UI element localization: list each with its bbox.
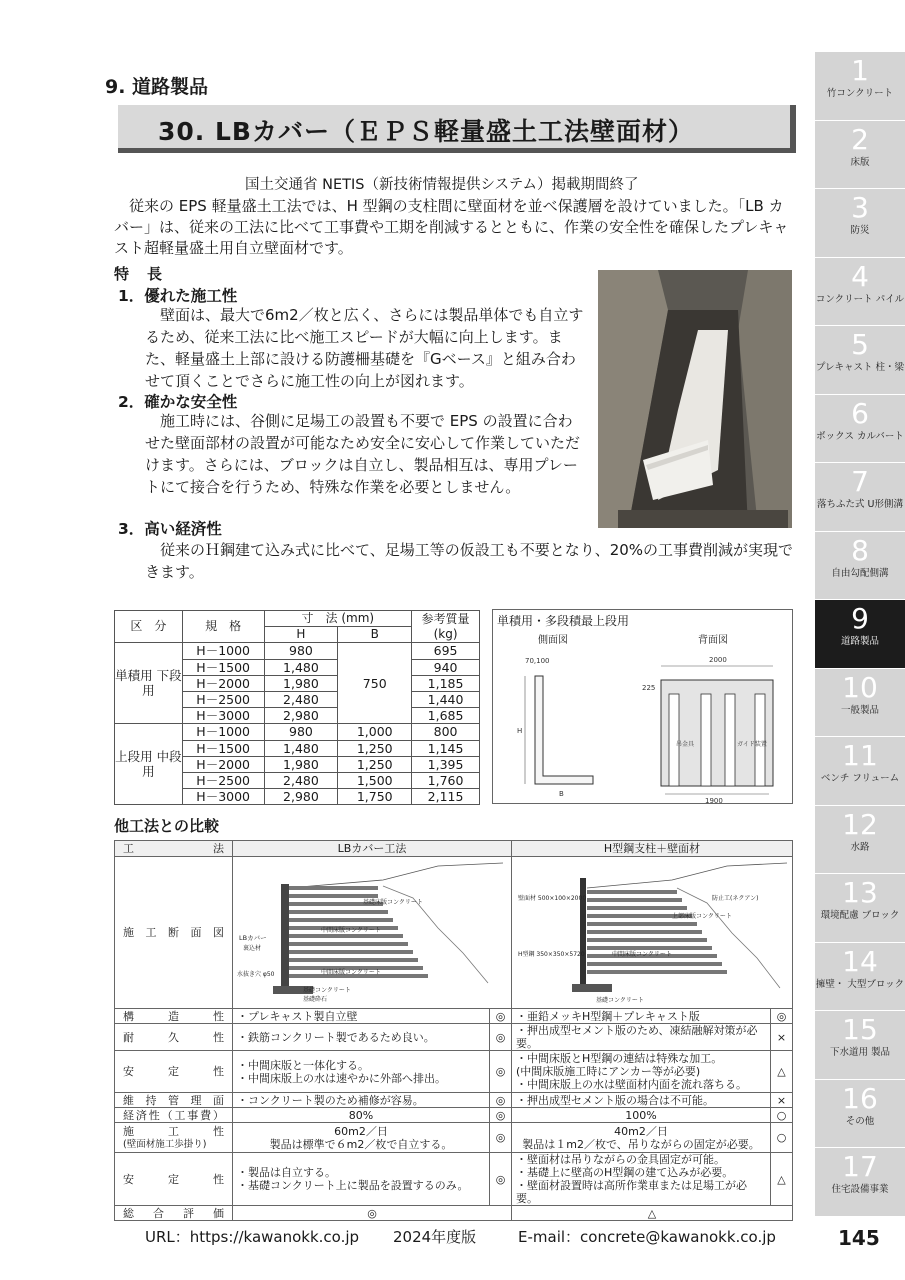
spec-cell: 1,250 <box>338 740 412 756</box>
footer-url[interactable]: URL：https://kawanokk.co.jp <box>145 1228 360 1246</box>
spec-cell: 750 <box>338 643 412 724</box>
lb-section-drawing <box>233 857 512 1009</box>
spec-cell: 1,000 <box>338 724 412 740</box>
h-total: △ <box>512 1206 793 1221</box>
spec-header-mass: 参考質量 (kg) <box>412 611 480 643</box>
cell-line: ・壁面材設置時は高所作業車または足場工が必要。 <box>516 1179 747 1205</box>
compare-label: 耐久性 <box>115 1024 233 1051</box>
h-cell <box>512 1123 771 1153</box>
spec-group-name: 上段用 中段用 <box>115 724 183 805</box>
spec-cell: 1,145 <box>412 740 480 756</box>
lb-total: ◎ <box>233 1206 512 1221</box>
cell-line: ・中間床版と一体化する。 <box>237 1058 369 1072</box>
h-symbol: ○ <box>771 1108 793 1123</box>
tab-number: 11 <box>842 739 878 772</box>
spec-cell: 1,185 <box>412 675 480 691</box>
spec-header-sunpo: 寸 法 (mm) <box>264 611 412 627</box>
spec-cell: 2,980 <box>264 708 338 724</box>
tab-3[interactable] <box>815 189 905 258</box>
spec-cell: 1,685 <box>412 708 480 724</box>
tab-label: ボックス カルバート <box>816 430 904 442</box>
lb-symbol: ◎ <box>490 1051 512 1093</box>
feature-2-heading: 2．確かな安全性 <box>118 393 238 411</box>
tab-number: 1 <box>851 54 869 87</box>
spec-group-name: 単積用 下段用 <box>115 643 183 724</box>
table-row <box>115 643 480 659</box>
spec-cell: 980 <box>264 643 338 659</box>
compare-label: 安定性 <box>115 1051 233 1093</box>
cell-line: ・基礎コンクリート上に製品を設置するのみ。 <box>237 1179 469 1192</box>
h-section-drawing <box>512 857 793 1009</box>
feature-2-body: 施工時には、谷側に足場工の設置も不要で EPS の設置に合わせた壁面部材の設置が可能なため安全に安心して作業していただけます。さらには、ブロックは自立し、製品相互は、専用プレートにて接合を行うため、特殊な作業を必要としません。 <box>145 412 581 496</box>
tab-label: プレキャスト 柱・梁 <box>815 362 905 373</box>
spec-cell: H－1000 <box>182 643 264 659</box>
tab-label: 床版 <box>850 156 870 168</box>
tab-13[interactable] <box>815 874 905 943</box>
feature-3-heading: 3．高い経済性 <box>118 520 222 538</box>
section-heading: 9. 道路製品 <box>105 76 209 98</box>
h-cell: ・押出成型セメント版の場合は不可能。 <box>512 1093 771 1108</box>
lb-cell <box>233 1153 490 1206</box>
lb-cell <box>233 1123 490 1153</box>
tab-label: 下水道用 製品 <box>829 1047 891 1058</box>
compare-table <box>114 840 793 1221</box>
construction-photo <box>598 270 792 528</box>
drawing-dim: H <box>517 727 523 735</box>
section-label: 防止工(ネクアン) <box>712 894 759 902</box>
label-main: 施工性 <box>123 1124 224 1138</box>
h-symbol: × <box>771 1024 793 1051</box>
lb-symbol: ◎ <box>490 1024 512 1051</box>
compare-label: 経済性（工事費） <box>115 1108 233 1123</box>
spec-cell: 695 <box>412 643 480 659</box>
tab-15[interactable] <box>815 1011 905 1080</box>
spec-cell: H－1000 <box>182 724 264 740</box>
tab-1[interactable] <box>815 52 905 121</box>
cell-line: 40m2／日 <box>614 1124 668 1138</box>
tab-number: 6 <box>851 396 869 430</box>
table-row <box>115 1108 793 1123</box>
table-row <box>115 1024 793 1051</box>
cell-line: 製品は１m2／枚で、吊りながらの固定が必要。 <box>522 1137 760 1151</box>
tab-label: その他 <box>845 1115 875 1127</box>
compare-label <box>115 1123 233 1153</box>
section-label: 水抜き穴 φ50 <box>237 970 275 978</box>
tab-number: 10 <box>842 670 878 704</box>
lb-symbol: ◎ <box>490 1123 512 1153</box>
tab-label: ベンチ フリューム <box>820 773 900 784</box>
spec-cell: H－3000 <box>182 789 264 805</box>
drawing-title: 単積用・多段積最上段用 <box>497 614 630 628</box>
tab-number: 9 <box>851 602 869 635</box>
h-cell: ・押出成型セメント版のため、凍結融解対策が必要。 <box>512 1024 771 1051</box>
compare-label: 維持管理面 <box>115 1093 233 1108</box>
page-title: 30. LBカバー（ＥＰＳ軽量盛土工法壁面材） <box>158 117 694 146</box>
cell-line: 60m2／日 <box>334 1124 388 1138</box>
spec-cell: 1,980 <box>264 756 338 772</box>
table-row <box>115 841 793 857</box>
feature-3-body: 従来のＨ鋼建て込み式に比べて、足場工等の仮設工も不要となり、20%の工事費削減が実現できます。 <box>145 541 794 581</box>
tab-label: 竹コンクリート <box>826 88 894 99</box>
spec-header-kikaku: 規 格 <box>182 611 264 643</box>
drawing-dim: 1900 <box>705 797 723 803</box>
table-row <box>115 1051 793 1093</box>
tab-8[interactable] <box>815 532 905 601</box>
h-symbol: ◎ <box>771 1009 793 1024</box>
compare-header-lb: LBカバー工法 <box>233 841 512 857</box>
compare-label: 安定性 <box>115 1153 233 1206</box>
spec-cell: 1,395 <box>412 756 480 772</box>
h-symbol: ○ <box>771 1123 793 1153</box>
drawing-back-label: 背面図 <box>698 635 728 646</box>
tab-12[interactable] <box>815 806 905 875</box>
spec-cell: 2,115 <box>412 789 480 805</box>
table-row <box>115 724 480 740</box>
lb-symbol: ◎ <box>490 1009 512 1024</box>
footer-email[interactable]: E-mail：concrete@kawanokk.co.jp <box>518 1228 776 1246</box>
lb-cell <box>233 1051 490 1093</box>
section-label: 上部床版コンクリート <box>672 912 732 920</box>
spec-cell: H－3000 <box>182 708 264 724</box>
section-label: 基礎床版コンクリート <box>363 898 423 906</box>
section-label: 中間床版コンクリート <box>321 968 381 976</box>
cell-line: ・中間床版上の水は壁面材内面を流れ落ちる。 <box>516 1078 747 1091</box>
h-symbol: △ <box>771 1051 793 1093</box>
lb-symbol: ◎ <box>490 1153 512 1206</box>
tab-number: 17 <box>842 1150 878 1183</box>
h-cell <box>512 1051 771 1093</box>
tab-16[interactable] <box>815 1080 905 1149</box>
compare-label: 構造性 <box>115 1009 233 1024</box>
compare-label: 施工断面図 <box>115 857 233 1009</box>
cell-line: ・製品は自立する。 <box>237 1166 336 1179</box>
cell-line: ・中間床版とH型鋼の連結は特殊な加工。 <box>516 1052 723 1065</box>
tab-number: 13 <box>842 876 878 909</box>
table-row <box>115 1093 793 1108</box>
spec-cell: H－2500 <box>182 691 264 707</box>
table-row <box>115 857 793 1009</box>
spec-cell: 1,480 <box>264 659 338 675</box>
spec-header-b: B <box>338 627 412 643</box>
tab-number: 8 <box>851 533 869 567</box>
spec-cell: 1,440 <box>412 691 480 707</box>
spec-cell: H－1500 <box>182 740 264 756</box>
tab-number: 5 <box>851 328 869 361</box>
drawing-dim: 70,100 <box>525 657 550 665</box>
spec-header-kubun: 区 分 <box>115 611 183 643</box>
tab-number: 7 <box>851 465 869 498</box>
compare-title: 他工法との比較 <box>114 817 220 835</box>
h-symbol: × <box>771 1093 793 1108</box>
tab-number: 16 <box>842 1081 878 1115</box>
compare-header-method: 工 法 <box>115 841 233 857</box>
spec-cell: 2,480 <box>264 772 338 788</box>
drawing-dim: B <box>559 790 564 798</box>
spec-cell: 1,980 <box>264 675 338 691</box>
spec-cell: 1,480 <box>264 740 338 756</box>
tab-label: 環境配慮 ブロック <box>820 910 900 921</box>
tab-5[interactable] <box>815 326 905 395</box>
drawing-dim: 225 <box>642 684 656 692</box>
cell-line: ・基礎上に壁高のH型鋼の建て込みが必要。 <box>516 1166 734 1179</box>
lb-symbol: ◎ <box>490 1093 512 1108</box>
feature-1-body: 壁面は、最大で6m2／枚と広く、さらには製品単体でも自立するため、従来工法に比べ施工スピードが大幅に向上します。また、軽量盛土上部に設ける防護柵基礎を『Gベース』と組み合わせて頂くことでさらに施工性の向上が図れます。 <box>145 306 584 390</box>
product-drawing <box>492 609 793 804</box>
spec-cell: 2,480 <box>264 691 338 707</box>
tab-6[interactable] <box>815 395 905 464</box>
tab-label: 擁壁・ 大型ブロック <box>815 978 905 990</box>
feature-1-heading: 1．優れた施工性 <box>118 287 238 305</box>
tab-label: 住宅設備事業 <box>831 1184 889 1195</box>
section-label: 中間床版コンクリート <box>321 926 381 934</box>
spec-cell: 2,980 <box>264 789 338 805</box>
tab-14[interactable] <box>815 943 905 1012</box>
category-tabs <box>815 52 905 1217</box>
table-row <box>115 1123 793 1153</box>
intro-text: 従来の EPS 軽量盛土工法では、H 型鋼の支柱間に壁面材を並べ保護層を設けていました。「LB カバー」は、従来の工法に比べて工事費や工期を削減するとともに、作業の安全性を確保したプレキャスト超軽量盛土用自立壁面材です。 <box>114 197 789 257</box>
drawing-side-label: 側面図 <box>538 635 568 646</box>
tab-2[interactable] <box>815 121 905 190</box>
table-row <box>115 1206 793 1221</box>
tab-7[interactable] <box>815 463 905 532</box>
tab-17[interactable] <box>815 1148 905 1217</box>
page-number: 145 <box>838 1226 880 1250</box>
spec-cell: 1,250 <box>338 756 412 772</box>
spec-cell: 1,760 <box>412 772 480 788</box>
spec-cell: H－1500 <box>182 659 264 675</box>
cell-line: ・壁面材は吊りながらの金具固定が可能。 <box>516 1153 725 1166</box>
tab-number: 15 <box>842 1013 878 1046</box>
h-cell <box>512 1153 771 1206</box>
tab-10[interactable] <box>815 669 905 738</box>
section-label: H型鋼 350×350×5720 <box>518 950 585 958</box>
section-label: LBカバー <box>239 933 267 942</box>
tab-label: 一般製品 <box>840 704 879 716</box>
features-heading: 特長 <box>114 265 181 283</box>
tab-number: 3 <box>851 191 869 224</box>
lb-cell: ・プレキャスト製自立壁 <box>233 1009 490 1024</box>
table-row <box>115 1009 793 1024</box>
tab-label: 落ちふた式 U形側溝 <box>817 499 903 510</box>
tab-label: コンクリート パイル <box>815 293 905 305</box>
drawing-dim: 2000 <box>709 656 727 664</box>
spec-header-h: H <box>264 627 338 643</box>
section-label: 基礎コンクリート <box>596 996 644 1004</box>
tab-label: 防災 <box>850 225 870 236</box>
lb-cell: ・鉄筋コンクリート製であるため良い。 <box>233 1024 490 1051</box>
tab-11[interactable] <box>815 737 905 806</box>
section-label: 基礎コンクリート <box>303 986 351 994</box>
tab-label: 水路 <box>850 841 870 853</box>
drawing-label: ガイド装置 <box>737 741 767 748</box>
cell-line: (中間床版施工時にアンカー等が必要) <box>516 1065 701 1078</box>
compare-label: 総合評価 <box>115 1206 233 1221</box>
netis-note: 国土交通省 NETIS（新技術情報提供システム）掲載期間終了 <box>245 177 639 193</box>
spec-cell: 980 <box>264 724 338 740</box>
tab-number: 2 <box>851 122 869 156</box>
section-label: 壁面材 500×100×2000 <box>518 894 587 902</box>
lb-cell: 80% <box>233 1108 490 1123</box>
spec-cell: 940 <box>412 659 480 675</box>
tab-label: 道路製品 <box>840 636 879 647</box>
h-cell: 100% <box>512 1108 771 1123</box>
spec-cell: H－2500 <box>182 772 264 788</box>
compare-header-h: H型鋼支柱＋壁面材 <box>512 841 793 857</box>
tab-number: 12 <box>842 807 878 841</box>
h-cell: ・亜鉛メッキH型鋼＋プレキャスト版 <box>512 1009 771 1024</box>
cell-line: 製品は標準で６m2／枚で自立する。 <box>269 1137 453 1151</box>
table-row <box>115 1153 793 1206</box>
section-label: 中間床版コンクリート <box>612 950 672 958</box>
page-title-box <box>118 105 796 153</box>
tab-4[interactable] <box>815 258 905 327</box>
drawing-label: 吊金具 <box>676 741 695 748</box>
section-label: 基礎砕石 <box>303 995 328 1003</box>
spec-cell: 1,750 <box>338 789 412 805</box>
spec-cell: H－2000 <box>182 756 264 772</box>
cell-line: ・中間床版上の水は速やかに外部へ排出。 <box>237 1071 446 1085</box>
lb-cell: ・コンクリート製のため補修が容易。 <box>233 1093 490 1108</box>
tab-number: 4 <box>851 259 869 293</box>
lb-symbol: ◎ <box>490 1108 512 1123</box>
tab-label: 自由勾配側溝 <box>831 567 889 579</box>
footer-year: 2024年度版 <box>393 1228 477 1246</box>
label-sub: (壁面材施工歩掛り) <box>123 1138 207 1150</box>
h-symbol: △ <box>771 1153 793 1206</box>
spec-cell: 1,500 <box>338 772 412 788</box>
section-label: 裏込材 <box>243 944 262 952</box>
tab-number: 14 <box>842 944 878 978</box>
tab-9[interactable] <box>815 600 905 669</box>
spec-table <box>114 610 480 805</box>
spec-cell: H－2000 <box>182 675 264 691</box>
spec-cell: 800 <box>412 724 480 740</box>
